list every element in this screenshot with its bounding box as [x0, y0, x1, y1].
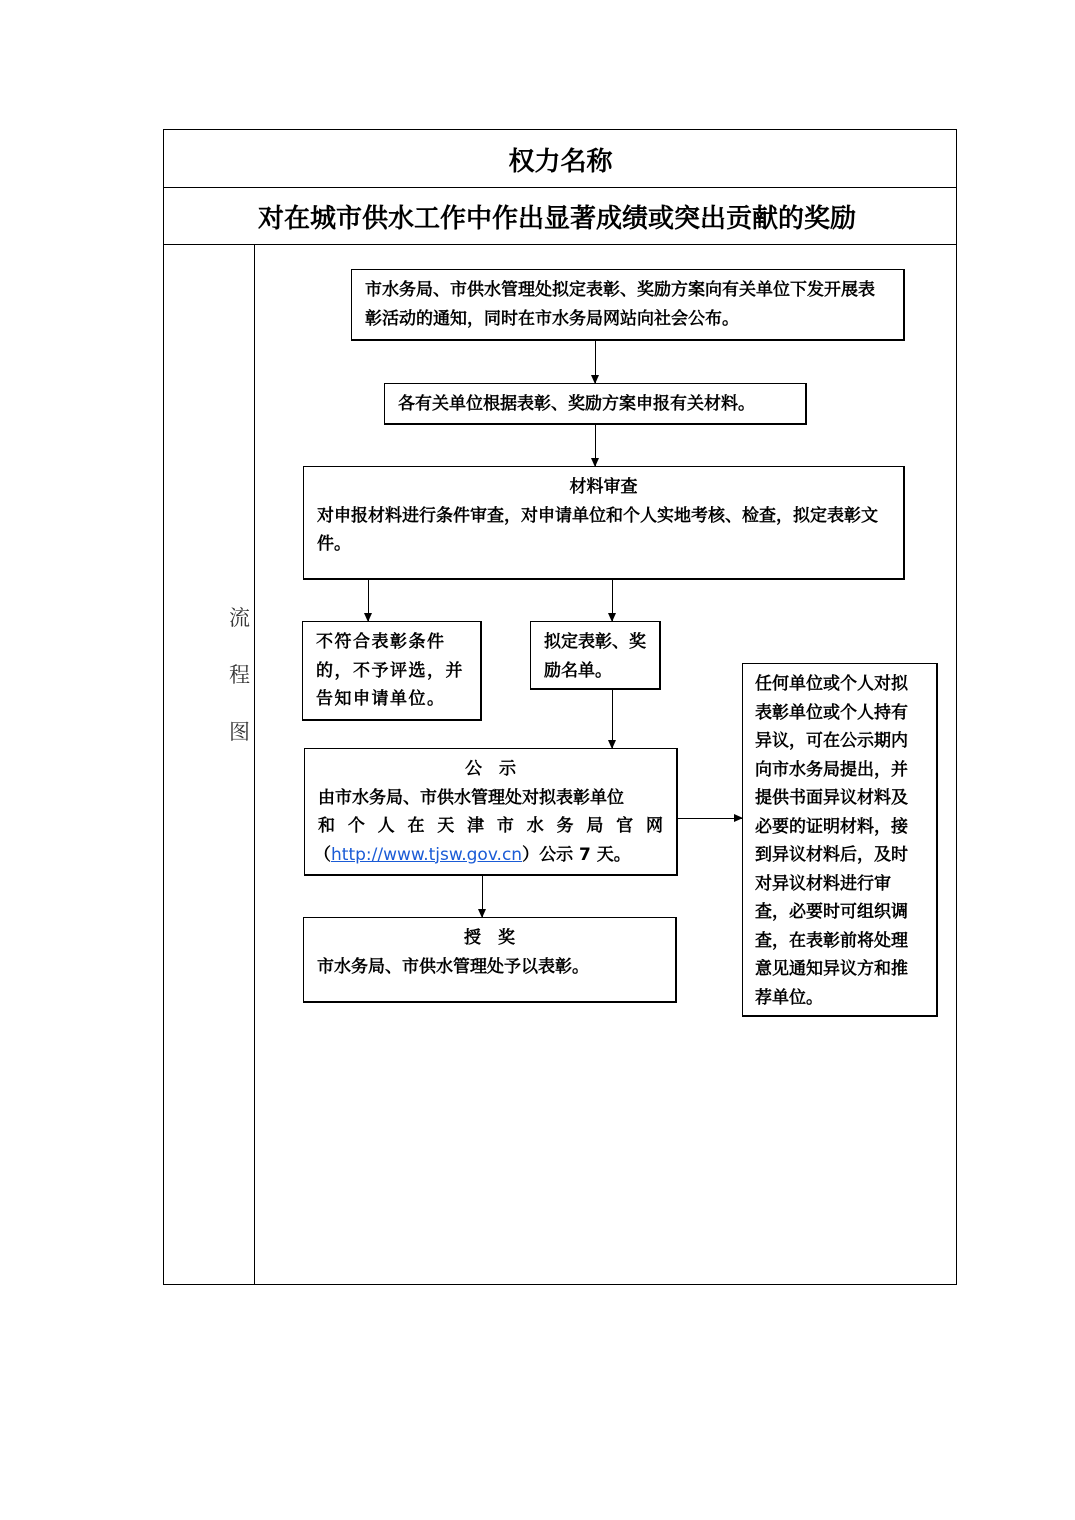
step-award [303, 917, 677, 1003]
side-label-char: 程 [229, 663, 250, 687]
review-title: 材料审查 [569, 477, 638, 497]
table-column-divider [254, 244, 255, 1285]
arrow-down [368, 580, 369, 621]
step-publicity [304, 748, 678, 876]
publicity-line1: 由市水务局、市供水管理处对拟表彰单位 [318, 787, 624, 808]
step-draft-list [530, 621, 661, 690]
step-material-review [303, 466, 905, 580]
table-bottom-border [163, 1284, 957, 1285]
side-label-char: 图 [229, 720, 250, 744]
paren-open: （ [314, 844, 331, 865]
draft-list-text: 拟定表彰、奖励名单。 [544, 632, 646, 681]
table-right-border [956, 129, 957, 1285]
award-title: 授 奖 [464, 928, 515, 948]
table-row-divider [163, 244, 957, 245]
step-submit-materials [384, 383, 807, 425]
reject-text: 不符合表彰条件的，不予评选，并告知申请单位。 [316, 632, 464, 709]
arrow-right [678, 818, 742, 819]
publicity-title: 公 示 [465, 759, 516, 779]
publicity-duration: ）公示 7 天。 [522, 844, 631, 865]
step-objection [742, 663, 938, 1017]
arrow-down [595, 425, 596, 466]
step-submit-materials-text: 各有关单位根据表彰、奖励方案申报有关材料。 [398, 394, 755, 414]
arrow-down [595, 341, 596, 383]
publicity-line3 [314, 841, 663, 870]
step-reject [302, 621, 482, 721]
flowchart-side-label [164, 590, 254, 761]
page-title: 权力名称 [508, 146, 613, 177]
step-issue-notice-text: 市水务局、市供水管理处拟定表彰、奖励方案向有关单位下发开展表彰活动的通知，同时在市水务局网站向社会公布。 [365, 280, 875, 329]
arrow-down [612, 690, 613, 748]
power-name: 对在城市供水工作中作出显著成绩或突出贡献的奖励 [258, 203, 857, 234]
award-text: 市水务局、市供水管理处予以表彰。 [317, 956, 589, 977]
arrow-down [612, 580, 613, 621]
step-issue-notice [351, 269, 905, 341]
review-text: 对申报材料进行条件审查，对申请单位和个人实地考核、检查，拟定表彰文件。 [317, 505, 878, 554]
website-link[interactable]: http://www.tjsw.gov.cn [331, 844, 523, 865]
arrow-down [482, 876, 483, 917]
publicity-line2: 和个人在天津市水务局官网 [318, 816, 663, 836]
side-label-char: 流 [229, 606, 250, 630]
objection-text: 任何单位或个人对拟表彰单位或个人持有异议，可在公示期内向市水务局提出，并提供书面异议材料及必要的证明材料，接到异议材料后，及时对异议材料进行审查，必要时可组织调查，在表彰前将处理意见通知异议方和推荐单位。 [755, 674, 908, 1008]
